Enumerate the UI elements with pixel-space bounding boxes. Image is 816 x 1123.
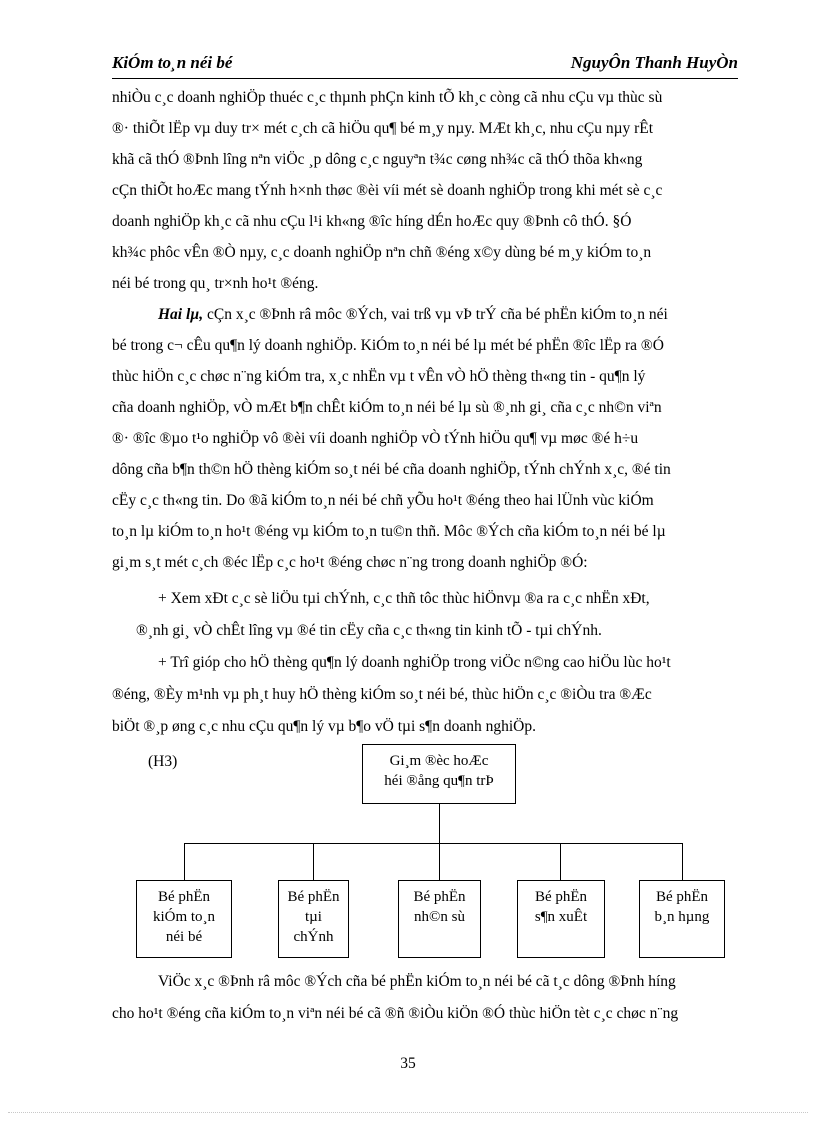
diagram-child-box [639,880,725,958]
body-line: to¸n lµ kiÓm to¸n ho¹t ®éng vµ kiÓm to¸n tu©n thñ. Môc ®Ých cña kiÓm to¸n néi bé lµ [112,523,666,540]
paragraph-first-line [158,305,668,325]
body-line: cËy c¸c th«ng tin. Do ®ã kiÓm to¸n néi bé chñ yÕu ho¹t ®éng theo hai lÜnh vùc kiÓm [112,492,654,509]
diagram-label: (H3) [148,753,178,770]
body-line: thùc hiÖn c¸c chøc n¨ng kiÓm tra, x¸c nhËn vµ t vÊn vÒ hÖ thèng th«ng tin - qu¶n lý [112,368,646,385]
bullet-line: + Xem xÐt c¸c sè liÖu tµi chÝnh, c¸c thñ tôc thùc hiÖnvµ ®a ra c¸c nhËn xÐt, [158,590,650,607]
diagram-top-box [362,744,516,804]
bullet-line: ®¸nh gi¸ vÒ chÊt lîng vµ ®é tin cËy cña c¸c th«ng tin kinh tÕ - tµi chÝnh. [136,622,602,639]
body-line: ®· ®îc ®µo t¹o nghiÖp vô ®èi víi doanh nghiÖp vÒ tÝnh hiÖu qu¶ vµ møc ®é h÷u [112,430,639,447]
body-line: dông cña b¶n th©n hÖ thèng kiÓm so¸t néi bé cña doanh nghiÖp, tÝnh chÝnh x¸c, ®é tin [112,461,671,478]
body-line: néi bé trong qu¸ tr×nh ho¹t ®éng. [112,275,319,292]
header-author: NguyÔn Thanh HuyÒn [570,53,738,72]
paragraph-label: Hai lµ, [158,306,204,323]
diagram-top-box-label: Gi¸m ®èc hoÆc héi ®ång qu¶n trÞ [384,753,494,789]
bullet-line: biÖt ®¸p øng c¸c nhu cÇu qu¶n lý vµ b¶o vÖ tµi s¶n doanh nghiÖp. [112,718,536,735]
diagram-child-label: Bé phËn s¶n xuÊt [534,889,588,925]
connector-drop [184,843,185,881]
connector-drop [439,843,440,881]
header-title: KiÓm to¸n néi bé [112,53,233,72]
body-line: cho ho¹t ®éng cña kiÓm to¸n viªn néi bé cã ®ñ ®iÒu kiÖn ®Ó thùc hiÖn tèt c¸c chøc n¨ng [112,1005,679,1022]
body-line: gi¸m s¸t mét c¸ch ®éc lËp c¸c ho¹t ®éng chøc n¨ng trong doanh nghiÖp ®Ó: [112,554,588,571]
page-number: 35 [400,1055,416,1072]
connector-drop [560,843,561,881]
diagram-child-box [517,880,605,958]
bullet-line: + Trî gióp cho hÖ thèng qu¶n lý doanh nghiÖp trong viÖc n©ng cao hiÖu lùc ho¹t [158,654,671,671]
page-header [112,52,738,79]
diagram-child-box [278,880,349,958]
footer-divider [8,1112,808,1113]
body-line: cña doanh nghiÖp, vÒ mÆt b¶n chÊt kiÓm to¸n néi bé lµ sù ®¸nh gi¸ cña c¸c nh©n viªn [112,399,662,416]
connector-drop [682,843,683,881]
diagram-child-box [398,880,481,958]
diagram-child-box [136,880,232,958]
connector-drop [313,843,314,881]
diagram-child-label: Bé phËn tµi chÝnh [287,889,340,945]
diagram-child-label: Bé phËn kiÓm to¸n néi bé [152,889,216,945]
body-line: nhiÒu c¸c doanh nghiÖp thuéc c¸c thµnh phÇn kinh tÕ kh¸c còng cã nhu cÇu vµ thùc sù [112,89,663,106]
diagram-child-label: Bé phËn b¸n hµng [654,889,710,925]
connector-vertical-main [439,804,440,844]
body-line: kh¾c phôc vÊn ®Ò nµy, c¸c doanh nghiÖp nªn chñ ®éng x©y dùng bé m¸y kiÓm to¸n [112,244,652,261]
paragraph-text: cÇn x¸c ®Þnh râ môc ®Ých, vai trß vµ vÞ trÝ cña bé phËn kiÓm to¸n néi [203,306,668,323]
body-line: ®· thiÕt lËp vµ duy tr× mét c¸ch cã hiÖu qu¶ bé m¸y nµy. MÆt kh¸c, nhu cÇu nµy rÊt [112,120,654,137]
body-line: ViÖc x¸c ®Þnh râ môc ®Ých cña bé phËn kiÓm to¸n néi bé cã t¸c dông ®Þnh híng [158,973,676,990]
body-line: cÇn thiÕt hoÆc mang tÝnh h×nh thøc ®èi víi mét sè doanh nghiÖp trong khi mét sè c¸c [112,182,663,199]
body-line: bé trong c¬ cÊu qu¶n lý doanh nghiÖp. KiÓm to¸n néi bé lµ mét bé phËn ®îc lËp ra ®Ó [112,337,664,354]
body-line: khã cã thÓ ®Þnh lîng nªn viÖc ¸p dông c¸c nguyªn t¾c cøng nh¾c cã thÓ thõa kh«ng [112,151,643,168]
diagram-child-label: Bé phËn nh©n sù [413,889,466,925]
connector-horizontal [184,843,683,844]
bullet-line: ®éng, ®Èy m¹nh vµ ph¸t huy hÖ thèng kiÓm so¸t néi bé, thùc hiÖn c¸c ®iÒu tra ®Æc [112,686,652,703]
body-line: doanh nghiÖp kh¸c cã nhu cÇu l¹i kh«ng ®îc híng dÉn hoÆc quy ®Þnh cô thÓ. §Ó [112,213,632,230]
